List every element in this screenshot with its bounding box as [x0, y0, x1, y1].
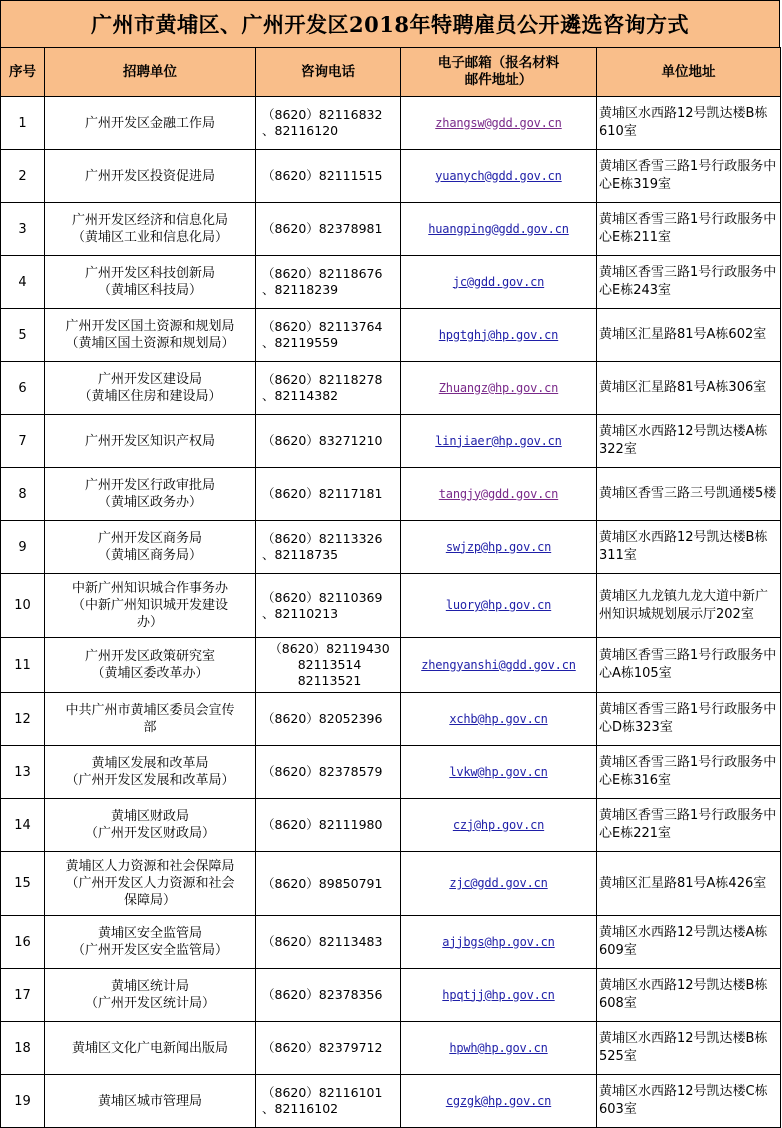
contact-table: [0, 47, 781, 1128]
row-email-cell: [401, 150, 597, 203]
email-link[interactable]: hpgtghj@hp.gov.cn: [438, 327, 559, 342]
email-link[interactable]: swjzp@hp.gov.cn: [445, 539, 552, 554]
row-email-cell: [401, 969, 597, 1022]
row-email-cell: [401, 309, 597, 362]
email-link[interactable]: zhangsw@gdd.gov.cn: [435, 115, 562, 130]
row-email-cell: [401, 521, 597, 574]
row-address: 黄埔区香雪三路1号行政服务中心E栋221室: [597, 799, 781, 852]
row-address: 黄埔区汇星路81号A栋306室: [597, 362, 781, 415]
row-unit: 黄埔区人力资源和社会保障局 （广州开发区人力资源和社会 保障局）: [45, 852, 256, 916]
email-link[interactable]: cgzgk@hp.gov.cn: [445, 1093, 552, 1108]
table-row: [1, 1075, 781, 1128]
table-row: [1, 693, 781, 746]
row-email-cell: [401, 746, 597, 799]
row-phone: （8620）82118676 、82118239: [256, 256, 401, 309]
row-address: 黄埔区汇星路81号A栋426室: [597, 852, 781, 916]
row-unit: 广州开发区金融工作局: [45, 97, 256, 150]
row-phone: （8620）82052396: [256, 693, 401, 746]
row-seq: 10: [1, 574, 45, 638]
row-unit: 黄埔区统计局 （广州开发区统计局）: [45, 969, 256, 1022]
table-row: [1, 521, 781, 574]
row-phone: （8620）82110369 、82110213: [256, 574, 401, 638]
row-phone: （8620）82378981: [256, 203, 401, 256]
row-phone: （8620）82113483: [256, 916, 401, 969]
table-row: [1, 362, 781, 415]
row-seq: 1: [1, 97, 45, 150]
header-email: 电子邮箱（报名材料 邮件地址）: [401, 48, 597, 97]
table-title: 广州市黄埔区、广州开发区2018年特聘雇员公开遴选咨询方式: [0, 0, 780, 48]
row-phone: （8620）82118278 、82114382: [256, 362, 401, 415]
row-seq: 7: [1, 415, 45, 468]
email-link[interactable]: hpwh@hp.gov.cn: [449, 1040, 548, 1055]
table-row: [1, 574, 781, 638]
row-email-cell: [401, 799, 597, 852]
row-email-cell: [401, 362, 597, 415]
row-phone: （8620）82378356: [256, 969, 401, 1022]
row-email-cell: [401, 852, 597, 916]
table-row: [1, 638, 781, 693]
row-phone: （8620）82378579: [256, 746, 401, 799]
row-phone: （8620）82116832 、82116120: [256, 97, 401, 150]
email-link[interactable]: tangjy@gdd.gov.cn: [438, 486, 559, 501]
row-email-cell: [401, 638, 597, 693]
row-address: 黄埔区香雪三路1号行政服务中心E栋243室: [597, 256, 781, 309]
row-seq: 17: [1, 969, 45, 1022]
email-link[interactable]: Zhuangz@hp.gov.cn: [438, 380, 559, 395]
row-email-cell: [401, 1022, 597, 1075]
row-unit: 广州开发区商务局 （黄埔区商务局）: [45, 521, 256, 574]
row-seq: 2: [1, 150, 45, 203]
row-unit: 广州开发区国土资源和规划局 （黄埔区国土资源和规划局）: [45, 309, 256, 362]
row-address: 黄埔区水西路12号凯达楼B栋525室: [597, 1022, 781, 1075]
table-row: [1, 1022, 781, 1075]
table-row: [1, 969, 781, 1022]
table-row: [1, 468, 781, 521]
row-unit: 中新广州知识城合作事务办 （中新广州知识城开发建设 办）: [45, 574, 256, 638]
row-seq: 12: [1, 693, 45, 746]
row-email-cell: [401, 574, 597, 638]
row-address: 黄埔区香雪三路1号行政服务中心E栋319室: [597, 150, 781, 203]
email-link[interactable]: hpqtjj@hp.gov.cn: [442, 987, 555, 1002]
row-unit: 黄埔区文化广电新闻出版局: [45, 1022, 256, 1075]
row-address: 黄埔区水西路12号凯达楼B栋311室: [597, 521, 781, 574]
email-link[interactable]: huangping@gdd.gov.cn: [428, 221, 569, 236]
row-address: 黄埔区水西路12号凯达楼A栋322室: [597, 415, 781, 468]
row-seq: 13: [1, 746, 45, 799]
row-unit: 黄埔区安全监管局 （广州开发区安全监管局）: [45, 916, 256, 969]
row-address: 黄埔区汇星路81号A栋602室: [597, 309, 781, 362]
table-row: [1, 415, 781, 468]
row-phone: （8620）83271210: [256, 415, 401, 468]
header-phone: 咨询电话: [256, 48, 401, 97]
row-unit: 黄埔区城市管理局: [45, 1075, 256, 1128]
row-seq: 9: [1, 521, 45, 574]
row-seq: 5: [1, 309, 45, 362]
email-link[interactable]: ajjbgs@hp.gov.cn: [442, 934, 555, 949]
row-unit: 广州开发区科技创新局 （黄埔区科技局）: [45, 256, 256, 309]
email-link[interactable]: yuanych@gdd.gov.cn: [435, 168, 562, 183]
row-unit: 广州开发区建设局 （黄埔区住房和建设局）: [45, 362, 256, 415]
row-address: 黄埔区香雪三路1号行政服务中心E栋316室: [597, 746, 781, 799]
table-row: [1, 916, 781, 969]
table-row: [1, 97, 781, 150]
row-phone: （8620）82113764 、82119559: [256, 309, 401, 362]
row-phone: （8620）82117181: [256, 468, 401, 521]
header-seq: 序号: [1, 48, 45, 97]
table-row: [1, 256, 781, 309]
row-phone: （8620）89850791: [256, 852, 401, 916]
row-address: 黄埔区香雪三路1号行政服务中心D栋323室: [597, 693, 781, 746]
row-seq: 15: [1, 852, 45, 916]
row-unit: 广州开发区经济和信息化局 （黄埔区工业和信息化局）: [45, 203, 256, 256]
row-seq: 14: [1, 799, 45, 852]
row-seq: 19: [1, 1075, 45, 1128]
row-email-cell: [401, 468, 597, 521]
header-address: 单位地址: [597, 48, 781, 97]
row-email-cell: [401, 693, 597, 746]
row-seq: 6: [1, 362, 45, 415]
row-address: 黄埔区香雪三路三号凯通楼5楼: [597, 468, 781, 521]
email-link[interactable]: zhengyanshi@gdd.gov.cn: [421, 657, 576, 672]
row-phone: （8620）82116101 、82116102: [256, 1075, 401, 1128]
row-email-cell: [401, 203, 597, 256]
row-email-cell: [401, 415, 597, 468]
table-row: [1, 852, 781, 916]
row-address: 黄埔区水西路12号凯达楼C栋603室: [597, 1075, 781, 1128]
row-unit: 黄埔区财政局 （广州开发区财政局）: [45, 799, 256, 852]
row-address: 黄埔区香雪三路1号行政服务中心A栋105室: [597, 638, 781, 693]
row-seq: 18: [1, 1022, 45, 1075]
table-body: [1, 97, 781, 1128]
row-email-cell: [401, 1075, 597, 1128]
row-phone: （8620）82111980: [256, 799, 401, 852]
email-link[interactable]: xchb@hp.gov.cn: [449, 711, 548, 726]
row-unit: 黄埔区发展和改革局 （广州开发区发展和改革局）: [45, 746, 256, 799]
email-link[interactable]: jc@gdd.gov.cn: [452, 274, 545, 289]
row-email-cell: [401, 97, 597, 150]
header-row: [1, 48, 781, 97]
row-seq: 3: [1, 203, 45, 256]
row-address: 黄埔区水西路12号凯达楼B栋608室: [597, 969, 781, 1022]
row-seq: 11: [1, 638, 45, 693]
row-phone: （8620）82119430 82113514 82113521: [256, 638, 401, 693]
row-unit: 广州开发区政策研究室 （黄埔区委改革办）: [45, 638, 256, 693]
email-link[interactable]: linjiaer@hp.gov.cn: [435, 433, 562, 448]
table-row: [1, 150, 781, 203]
row-unit: 广州开发区知识产权局: [45, 415, 256, 468]
table-row: [1, 309, 781, 362]
row-phone: （8620）82113326 、82118735: [256, 521, 401, 574]
table-row: [1, 799, 781, 852]
row-unit: 中共广州市黄埔区委员会宣传 部: [45, 693, 256, 746]
email-link[interactable]: luory@hp.gov.cn: [445, 598, 552, 612]
row-unit: 广州开发区投资促进局: [45, 150, 256, 203]
row-email-cell: [401, 256, 597, 309]
row-address: 黄埔区九龙镇九龙大道中新广州知识城规划展示厅202室: [597, 574, 781, 638]
row-address: 黄埔区香雪三路1号行政服务中心E栋211室: [597, 203, 781, 256]
row-address: 黄埔区水西路12号凯达楼B栋610室: [597, 97, 781, 150]
row-unit: 广州开发区行政审批局 （黄埔区政务办）: [45, 468, 256, 521]
table-row: [1, 203, 781, 256]
email-link[interactable]: zjc@gdd.gov.cn: [449, 876, 548, 890]
row-seq: 8: [1, 468, 45, 521]
row-email-cell: [401, 916, 597, 969]
table-row: [1, 746, 781, 799]
row-phone: （8620）82379712: [256, 1022, 401, 1075]
header-unit: 招聘单位: [45, 48, 256, 97]
row-seq: 4: [1, 256, 45, 309]
email-link[interactable]: lvkw@hp.gov.cn: [449, 764, 548, 779]
row-address: 黄埔区水西路12号凯达楼A栋609室: [597, 916, 781, 969]
email-link[interactable]: czj@hp.gov.cn: [452, 817, 545, 832]
row-seq: 16: [1, 916, 45, 969]
row-phone: （8620）82111515: [256, 150, 401, 203]
